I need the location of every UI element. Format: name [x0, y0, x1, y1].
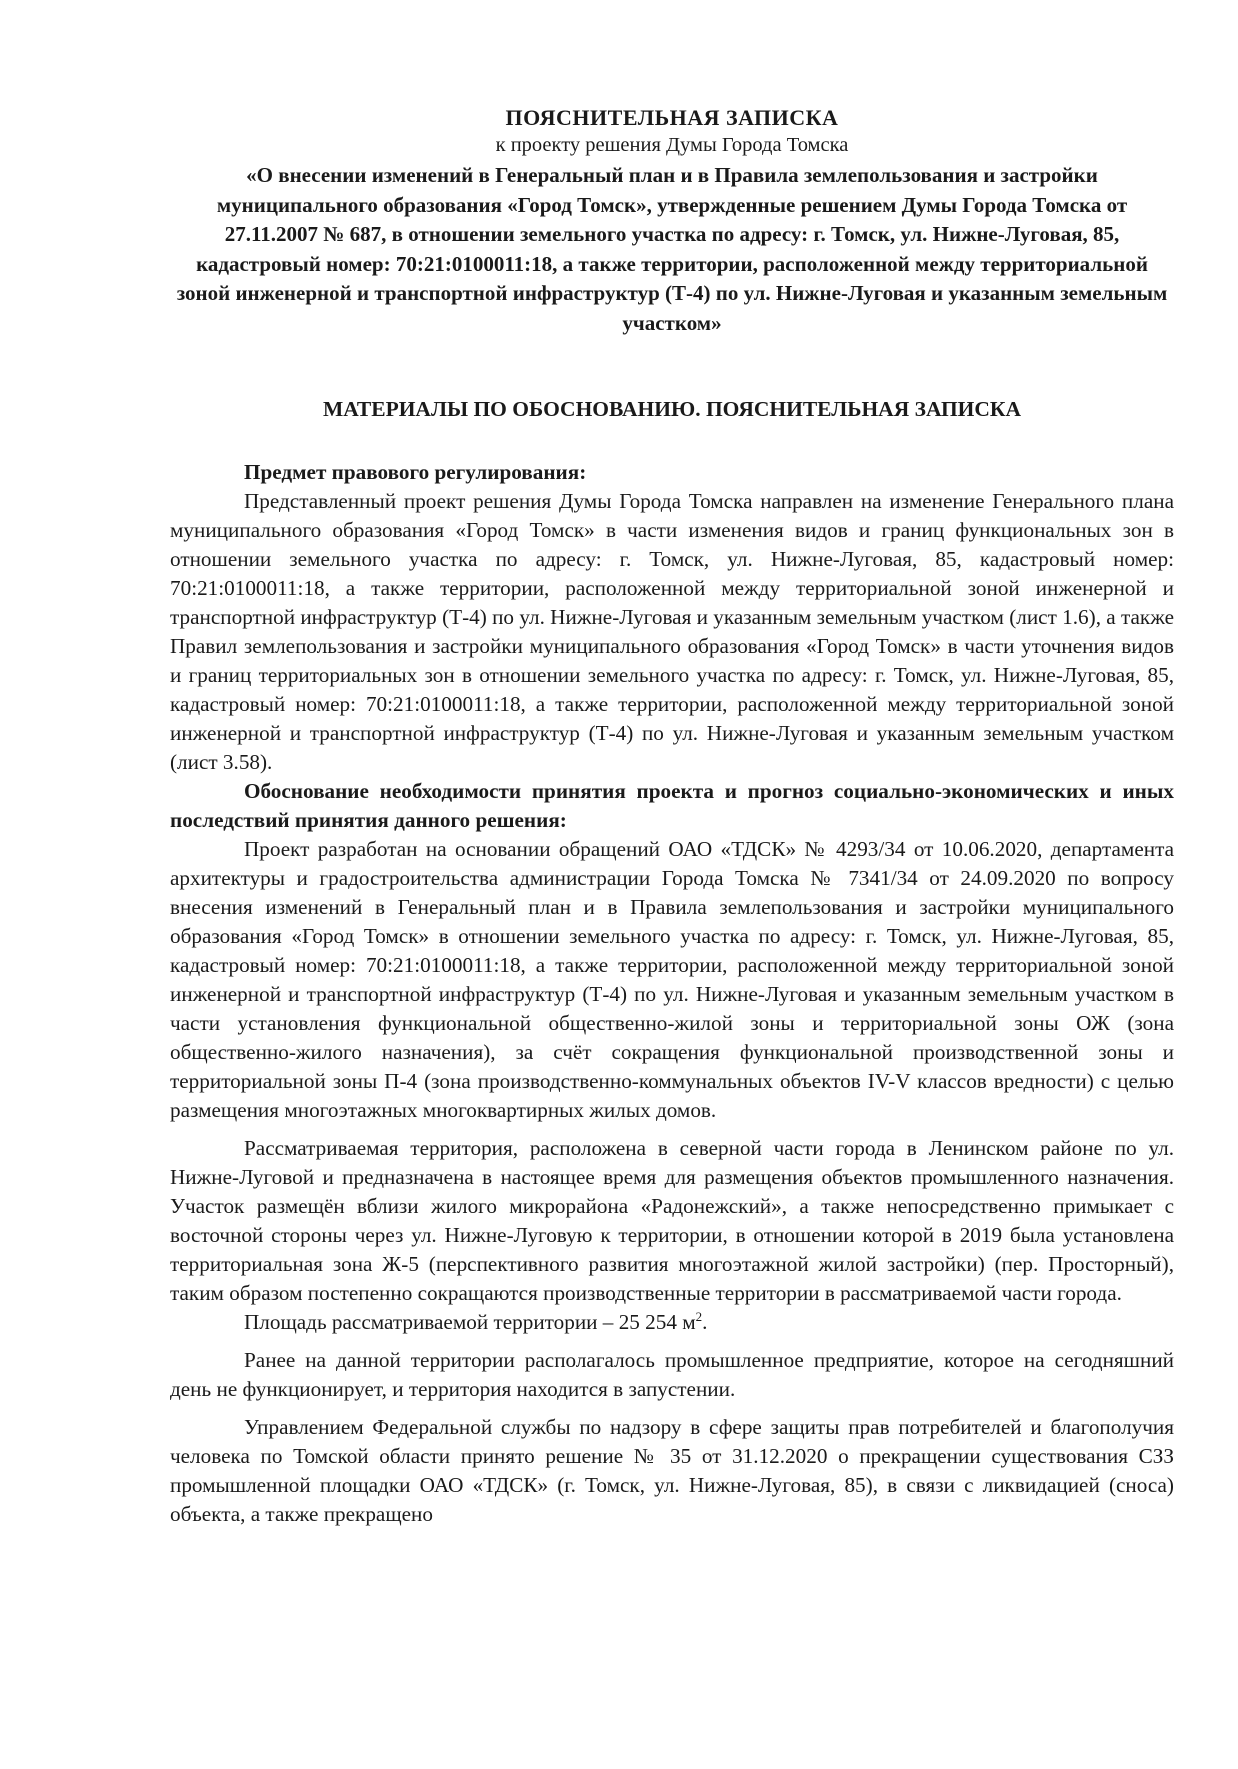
paragraph-territory: Рассматриваемая территория, расположена в северной части города в Ленинском районе по ул. Нижне-Луговой и предназначена в настоящее время для размещения объектов промышленного назначения. Участок размещён вблизи жилого микрорайона «Радонежский», а также непосредственно примыкает с восточной стороны через ул. Нижне-Луговую к территории, в отношении которой в 2019 была установлена территориальная зона Ж-5 (перспективного развития многоэтажной жилой застройки) (пер. Просторный), таким образом постепенно сокращаются производственные территории в рассматриваемой части города. [170, 1136, 1174, 1305]
area-unit-exponent: 2 [695, 1308, 703, 1324]
document-title: ПОЯСНИТЕЛЬНАЯ ЗАПИСКА [505, 105, 839, 130]
document-header [170, 104, 1174, 338]
document-subtitle: к проекту решения Думы Города Томска [495, 134, 849, 156]
section-title: МАТЕРИАЛЫ ПО ОБОСНОВАНИЮ. ПОЯСНИТЕЛЬНАЯ ЗАПИСКА [322, 397, 1022, 421]
paragraph-basis: Проект разработан на основании обращений ОАО «ТДСК» № 4293/34 от 10.06.2020, департамента архитектуры и градостроительства администрации Города Томска № 7341/34 от 24.09.2020 по вопросу внесения изменений в Генеральный план и в Правила землепользования и застройки муниципального образования «Город Томск» в отношении земельного участка по адресу: г. Томск, ул. Нижне-Луговая, 85, кадастровый номер: 70:21:0100011:18, а также территории, расположенной между территориальной зоной инженерной и транспортной инфраструктур (Т-4) по ул. Нижне-Луговая и указанным земельным участком в части установления функциональной общественно-жилой зоны и территориальной зоны ОЖ (зона общественно-жилого назначения), за счёт сокращения функциональной производственной зоны и территориальной зоны П-4 (зона производственно-коммунальных объектов IV-V классов вредности) с целью размещения многоэтажных многоквартирных жилых домов. [170, 837, 1174, 1122]
subject-paragraph: Представленный проект решения Думы Города Томска направлен на изменение Генерального плана муниципального образования «Город Томск» в части изменения видов и границ функциональных зон в отношении земельного участка по адресу: г. Томск, ул. Нижне-Луговая, 85, кадастровый номер: 70:21:0100011:18, а также территории, расположенной между территориальной зоной инженерной и транспортной инфраструктур (Т-4) по ул. Нижне-Луговая и указанным земельным участком (лист 1.6), а также Правил землепользования и застройки муниципального образования «Город Томск» в части уточнения видов и границ территориальных зон в отношении земельного участка по адресу: г. Томск, ул. Нижне-Луговая, 85, кадастровый номер: 70:21:0100011:18, а также территории, расположенной между территориальной зоной инженерной и транспортной инфраструктур (Т-4) по ул. Нижне-Луговая и указанным земельным участком (лист 3.58). [170, 489, 1174, 774]
project-name: «О внесении изменений в Генеральный план и в Правила землепользования и застройки муниципального образования «Город Томск», утвержденные решением Думы Города Томска от 27.11.2007 № 687, в отношении земельного участка по адресу: г. Томск, ул. Нижне-Луговая, 85, кадастровый номер: 70:21:0100011:18, а также территории, расположенной между территориальной зоной инженерной и транспортной инфраструктур (Т-4) по ул. Нижне-Луговая и указанным земельным участком» [176, 163, 1168, 335]
area-end: . [702, 1310, 708, 1334]
justification-heading: Обоснование необходимости принятия проекта и прогноз социально-экономических и иных последствий принятия данного решения: [170, 779, 1174, 832]
area-text: Площадь рассматриваемой территории – 25 254 м [244, 1310, 696, 1334]
document-body [170, 458, 1174, 1529]
paragraph-rospotrebnadzor: Управлением Федеральной службы по надзору в сфере защиты прав потребителей и благополучия человека по Томской области принято решение № 35 от 31.12.2020 о прекращении существования СЗЗ промышленной площадки ОАО «ТДСК» (г. Томск, ул. Нижне-Луговая, 85), в связи с ликвидацией (сноса) объекта, а также прекращено [170, 1415, 1174, 1526]
paragraph-former-enterprise: Ранее на данной территории располагалось промышленное предприятие, которое на сегодняшний день не функционирует, и территория находится в запустении. [170, 1348, 1174, 1401]
paragraph-area [170, 1308, 1174, 1337]
subject-heading: Предмет правового регулирования: [244, 460, 587, 484]
